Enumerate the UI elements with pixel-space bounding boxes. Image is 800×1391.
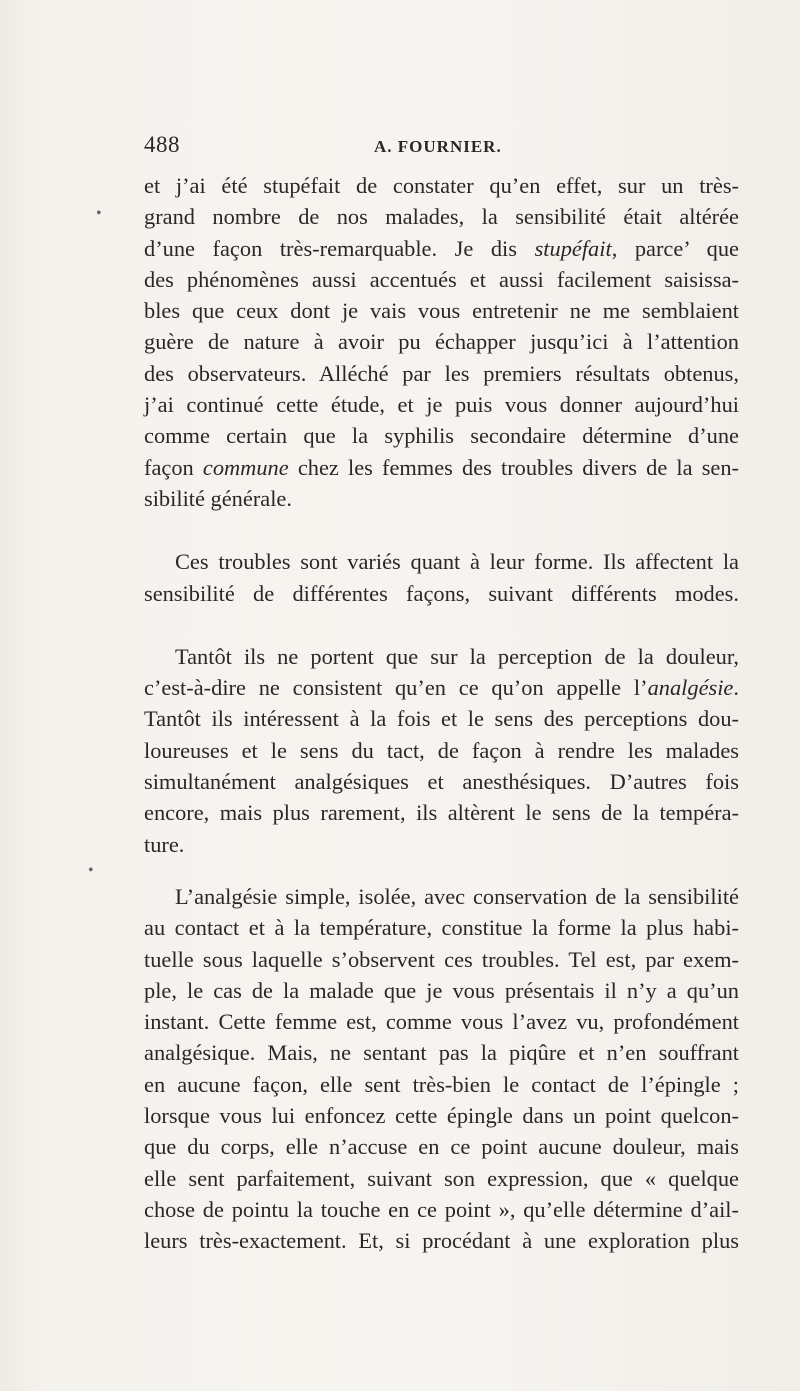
text-line: ple, le cas de la malade que je vous présentais il n’y a qu’un xyxy=(144,977,739,1003)
text-line: L’analgésie simple, isolée, avec conservation de la sensibilité xyxy=(175,883,739,909)
paragraph-4 xyxy=(144,881,739,1257)
text-line: elle sent parfaitement, suivant son expression, que « quelque xyxy=(144,1165,739,1191)
text-line: leurs très-exactement. Et, si procédant à une exploration plus xyxy=(144,1228,739,1254)
text-line: sibilité générale. xyxy=(144,485,292,511)
text-line: Ces troubles sont variés quant à leur forme. Ils affectent la xyxy=(175,549,739,575)
text-line: encore, mais plus rarement, ils altèrent le sens de la tempéra- xyxy=(144,800,739,826)
text-line: des observateurs. Alléché par les premiers résultats obtenus, xyxy=(144,360,739,386)
paragraph-2 xyxy=(144,546,739,609)
text-line: comme certain que la syphilis secondaire détermine d’une xyxy=(144,423,739,449)
text-line: façon commune chez les femmes des troubles divers de la sen- xyxy=(144,454,740,480)
body-text xyxy=(144,170,739,1257)
text-line: au contact et à la température, constitue la forme la plus habi- xyxy=(144,915,739,941)
text-line: simultanément analgésiques et anesthésiques. D’autres fois xyxy=(144,769,739,795)
text-line: c’est-à-dire ne consistent qu’en ce qu’on appelle l’analgésie. xyxy=(144,675,739,701)
text-line: sensibilité de différentes façons, suivant différents modes. xyxy=(144,580,739,606)
text-line: grand nombre de nos malades, la sensibilité était altérée xyxy=(144,204,739,230)
text-line: Tantôt ils ne portent que sur la perception de la douleur, xyxy=(175,643,739,669)
text-line: bles que ceux dont je vais vous entretenir ne me semblaient xyxy=(144,298,739,324)
italic-term: stupéfait xyxy=(534,235,612,261)
text-line: ture. xyxy=(144,831,185,857)
margin-speck: • xyxy=(96,205,102,222)
margin-speck: • xyxy=(88,862,94,879)
page-header xyxy=(144,130,744,166)
text-line: des phénomènes aussi accentués et aussi facilement saisissa- xyxy=(144,266,739,292)
text-line: loureuses et le sens du tact, de façon à rendre les malades xyxy=(144,737,739,763)
text-line: Tantôt ils intéressent à la fois et le sens des perceptions dou- xyxy=(144,706,739,732)
text-line: en aucune façon, elle sent très-bien le contact de l’épingle ; xyxy=(144,1071,739,1097)
running-head: A. FOURNIER. xyxy=(374,137,502,156)
italic-term: analgésie xyxy=(647,675,734,701)
paragraph-1 xyxy=(144,170,739,514)
paragraph-3 xyxy=(144,641,739,860)
text-line: tuelle sous laquelle s’observent ces troubles. Tel est, par exem- xyxy=(144,946,739,972)
text-line: guère de nature à avoir pu échapper jusqu’ici à l’attention xyxy=(144,329,739,355)
text-line: et j’ai été stupéfait de constater qu’en effet, sur un très- xyxy=(144,173,739,198)
text-line: chose de pointu la touche en ce point », qu’elle détermine d’ail- xyxy=(144,1196,739,1222)
text-line: lorsque vous lui enfoncez cette épingle dans un point quelcon- xyxy=(144,1103,739,1129)
text-line: que du corps, elle n’accuse en ce point aucune douleur, mais xyxy=(144,1134,739,1160)
text-line: j’ai continué cette étude, et je puis vous donner aujourd’hui xyxy=(144,392,739,418)
page-number: 488 xyxy=(144,132,180,157)
text-line: instant. Cette femme est, comme vous l’avez vu, profondément xyxy=(144,1009,739,1035)
text-line: analgésique. Mais, ne sentant pas la piqûre et n’en souffrant xyxy=(144,1040,739,1066)
italic-term: commune xyxy=(202,454,289,480)
text-line: d’une façon très-remarquable. Je dis stupéfait, parce’ que xyxy=(144,235,739,261)
